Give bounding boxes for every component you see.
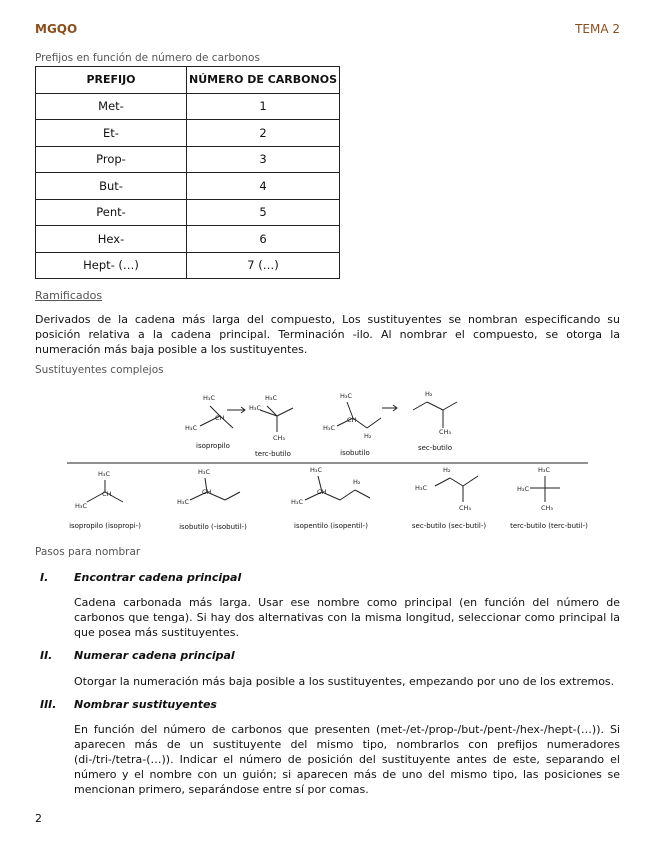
atom-label: H₃C: [340, 392, 353, 400]
atom-label: H₃C: [249, 404, 262, 412]
atom-label: H₃C: [517, 485, 530, 493]
prefix-table: [35, 66, 340, 279]
atom-label: CH: [102, 490, 112, 498]
atom-label: CH₃: [541, 504, 554, 512]
atom-label: H₂: [443, 466, 451, 474]
atom-label: CH: [347, 416, 357, 424]
table-row: [36, 252, 340, 279]
top-label: sec-butilo: [417, 444, 453, 452]
table-row: [36, 120, 340, 147]
atom-label: H₂: [364, 432, 372, 440]
atom-label: H₃C: [198, 468, 211, 476]
atom-label: CH: [215, 414, 225, 422]
atom-label: H₃C: [291, 498, 304, 506]
table-row: [36, 93, 340, 120]
bottom-label: terc-butilo (terc-butil-): [510, 522, 588, 530]
table-header-row: [36, 67, 340, 94]
atom-label: CH: [317, 488, 327, 496]
atom-label: H₃C: [75, 502, 88, 510]
page-number: 2: [35, 812, 42, 825]
column-header: PREFIJO: [36, 67, 187, 94]
step-number: I.: [40, 571, 49, 584]
table-cell: Hept- (…): [36, 252, 187, 279]
column-header: NÚMERO DE CARBONOS: [187, 67, 340, 94]
atom-label: H₂: [425, 390, 433, 398]
ramificados-text: Derivados de la cadena más larga del compuesto, Los sustituyentes se nombran especificando su posición relativa a la cadena principal. Terminación -ilo. Al nombrar el compuesto, se otorga la numeración más baja posible a los sustituyentes.: [35, 313, 620, 356]
step-body: Cadena carbonada más larga. Usar ese nombre como principal (en función del número de carbonos que tenga). Si hay dos alternativas con la misma longitud, seleccionar como principal la que posea más sustituyentes.: [74, 596, 620, 639]
header-right: TEMA 2: [575, 22, 620, 36]
bottom-label: sec-butilo (sec-butil-): [411, 522, 487, 530]
table-cell: But-: [36, 173, 187, 200]
table-caption: Prefijos en función de número de carbonos: [35, 52, 260, 64]
atom-label: CH₃: [459, 504, 472, 512]
header-left: MGQO: [35, 22, 78, 36]
step-number: II.: [40, 649, 53, 662]
atom-label: H₃C: [203, 394, 216, 402]
table-cell: Et-: [36, 120, 187, 147]
table-cell: 7 (…): [187, 252, 340, 279]
table-row: [36, 226, 340, 253]
atom-label: H₃C: [185, 424, 198, 432]
atom-label: H₃C: [310, 466, 323, 474]
atom-label: H₃C: [538, 466, 551, 474]
table-row: [36, 173, 340, 200]
step-number: III.: [40, 698, 57, 711]
top-label: isopropilo: [196, 442, 230, 450]
substituents-figure: [35, 380, 620, 540]
atom-label: H₃C: [323, 424, 336, 432]
table-cell: 2: [187, 120, 340, 147]
atom-label: CH₃: [273, 434, 286, 442]
bottom-label: isopropilo (isopropi-): [69, 522, 141, 530]
table-cell: 5: [187, 199, 340, 226]
table-row: [36, 146, 340, 173]
atom-label: H₃C: [177, 498, 190, 506]
table-cell: 3: [187, 146, 340, 173]
atom-label: H₂: [353, 478, 361, 486]
top-label: isobutilo: [340, 449, 370, 457]
step-title: Nombrar sustituyentes: [74, 698, 217, 711]
top-label: terc-butilo: [255, 450, 291, 458]
table-cell: 6: [187, 226, 340, 253]
step-title: Numerar cadena principal: [74, 649, 235, 662]
bottom-label: isobutilo (-isobutil-): [179, 523, 247, 531]
table-cell: Hex-: [36, 226, 187, 253]
table-cell: Met-: [36, 93, 187, 120]
table-cell: 4: [187, 173, 340, 200]
steps-caption: Pasos para nombrar: [35, 546, 141, 558]
atom-label: CH: [202, 488, 212, 496]
step-title: Encontrar cadena principal: [74, 571, 242, 584]
atom-label: H₃C: [415, 484, 428, 492]
step-body: Otorgar la numeración más baja posible a los sustituyentes, empezando por uno de los extremos.: [74, 675, 615, 688]
ramificados-heading: Ramificados: [35, 289, 103, 302]
step-body: En función del número de carbonos que presenten (met-/et-/prop-/but-/pent-/hex-/hept-(…)). Si aparecen más de un sustituyente del mismo tipo, nombrarlos con prefijos numeradores (di-/tri-/tetra-(…)). Indicar el número de posición del sustituyente antes de este, separando el número y el nombre con un guión; si aparecen más de uno del mismo tipo, las posiciones se mencionan primero, separándose entre sí por comas.: [74, 723, 620, 796]
bottom-label: isopentilo (isopentil-): [294, 522, 368, 530]
complex-caption: Sustituyentes complejos: [35, 364, 164, 376]
table-cell: Pent-: [36, 199, 187, 226]
table-cell: 1: [187, 93, 340, 120]
table-cell: Prop-: [36, 146, 187, 173]
table-row: [36, 199, 340, 226]
atom-label: H₃C: [98, 470, 111, 478]
atom-label: H₃C: [265, 394, 278, 402]
atom-label: CH₃: [439, 428, 452, 436]
